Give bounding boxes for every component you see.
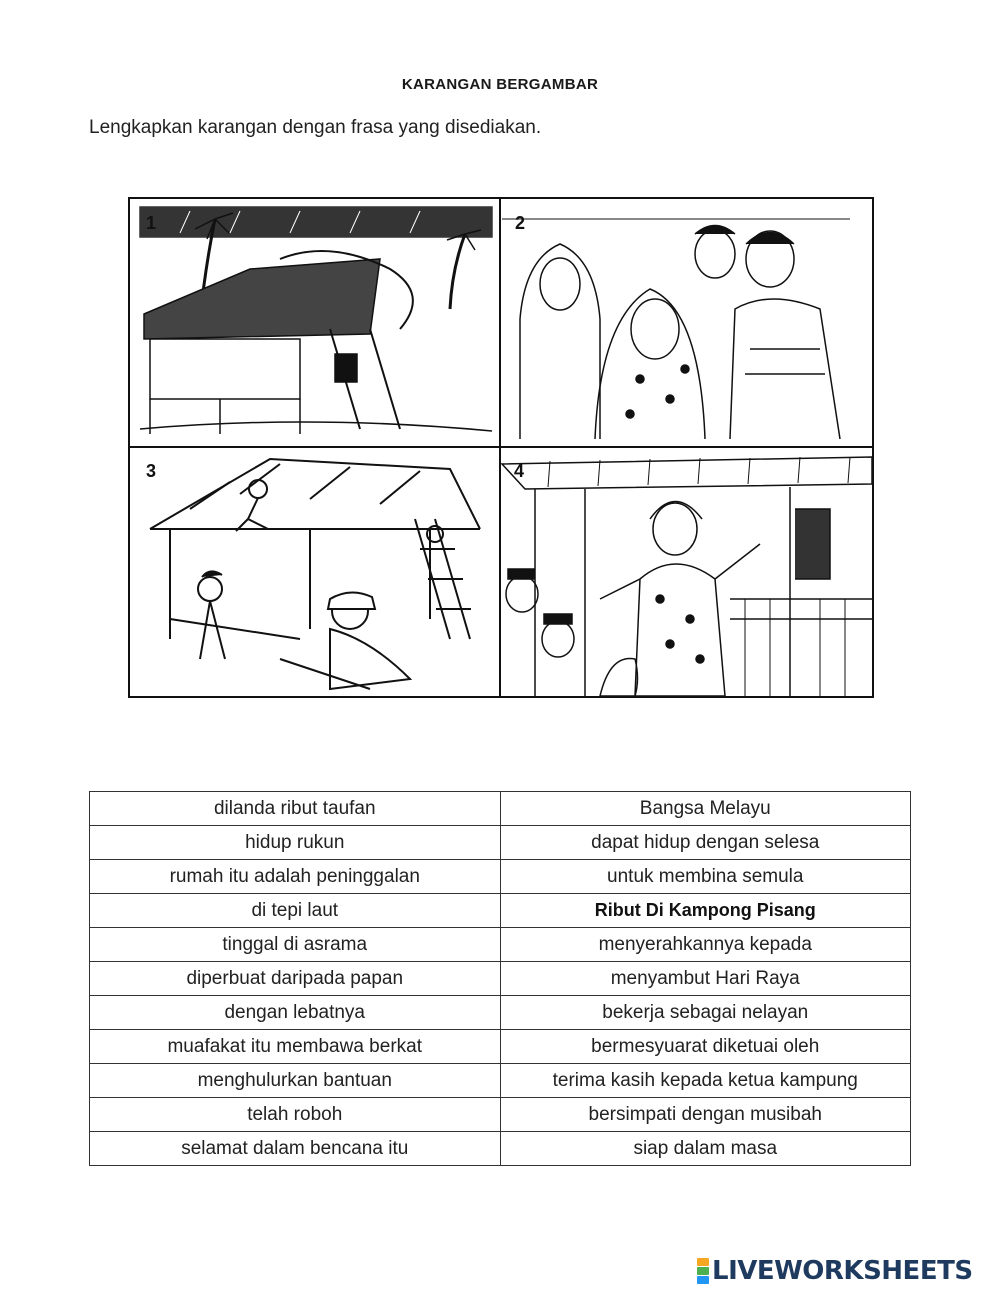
phrase-cell: siap dalam masa bbox=[500, 1132, 911, 1166]
phrase-cell: hidup rukun bbox=[90, 826, 501, 860]
phrase-cell: untuk membina semula bbox=[500, 860, 911, 894]
table-row bbox=[90, 894, 911, 928]
logo-block bbox=[697, 1276, 709, 1284]
brand-name: LIVEWORKSHEETS bbox=[712, 1256, 973, 1286]
table-row bbox=[90, 792, 911, 826]
house-rebuilding-icon bbox=[150, 459, 480, 689]
phrase-cell: menyambut Hari Raya bbox=[500, 962, 911, 996]
table-row bbox=[90, 996, 911, 1030]
table-row bbox=[90, 1132, 911, 1166]
panel-number-2: 2 bbox=[515, 213, 526, 233]
essay-title-cell: Ribut Di Kampong Pisang bbox=[500, 894, 911, 928]
welcoming-guests-icon bbox=[502, 457, 872, 696]
table-row bbox=[90, 928, 911, 962]
phrase-cell: bermesyuarat diketuai oleh bbox=[500, 1030, 911, 1064]
picture-composition-illustration bbox=[128, 197, 874, 698]
phrase-cell: bersimpati dengan musibah bbox=[500, 1098, 911, 1132]
logo-block bbox=[697, 1267, 709, 1275]
phrase-cell: muafakat itu membawa berkat bbox=[90, 1030, 501, 1064]
table-row bbox=[90, 826, 911, 860]
phrase-cell: bekerja sebagai nelayan bbox=[500, 996, 911, 1030]
panel-number-1: 1 bbox=[146, 213, 157, 233]
worksheet-title: KARANGAN BERGAMBAR bbox=[401, 76, 599, 93]
phrase-cell: dilanda ribut taufan bbox=[90, 792, 501, 826]
logo-block bbox=[697, 1258, 709, 1266]
phrase-cell: telah roboh bbox=[90, 1098, 501, 1132]
phrase-cell: di tepi laut bbox=[90, 894, 501, 928]
phrase-cell: dengan lebatnya bbox=[90, 996, 501, 1030]
table-row bbox=[90, 1030, 911, 1064]
liveworksheets-logo[interactable] bbox=[697, 1256, 973, 1286]
worksheet-instruction: Lengkapkan karangan dengan frasa yang disediakan. bbox=[89, 117, 542, 138]
panel-number-4: 4 bbox=[514, 461, 525, 481]
phrase-cell: Bangsa Melayu bbox=[500, 792, 911, 826]
phrase-cell: menghulurkan bantuan bbox=[90, 1064, 501, 1098]
storm-damaged-house-icon bbox=[140, 207, 492, 434]
phrase-cell: menyerahkannya kepada bbox=[500, 928, 911, 962]
phrase-cell: tinggal di asrama bbox=[90, 928, 501, 962]
phrase-cell: selamat dalam bencana itu bbox=[90, 1132, 501, 1166]
liveworksheets-blocks-icon bbox=[697, 1258, 709, 1284]
panel-number-3: 3 bbox=[146, 461, 157, 481]
table-row bbox=[90, 1098, 911, 1132]
table-row bbox=[90, 860, 911, 894]
phrase-cell: diperbuat daripada papan bbox=[90, 962, 501, 996]
table-row bbox=[90, 962, 911, 996]
phrase-cell: dapat hidup dengan selesa bbox=[500, 826, 911, 860]
phrase-cell: rumah itu adalah peninggalan bbox=[90, 860, 501, 894]
table-row bbox=[90, 1064, 911, 1098]
phrase-table bbox=[89, 791, 911, 1166]
grieving-family-icon bbox=[502, 219, 850, 439]
phrase-cell: terima kasih kepada ketua kampung bbox=[500, 1064, 911, 1098]
